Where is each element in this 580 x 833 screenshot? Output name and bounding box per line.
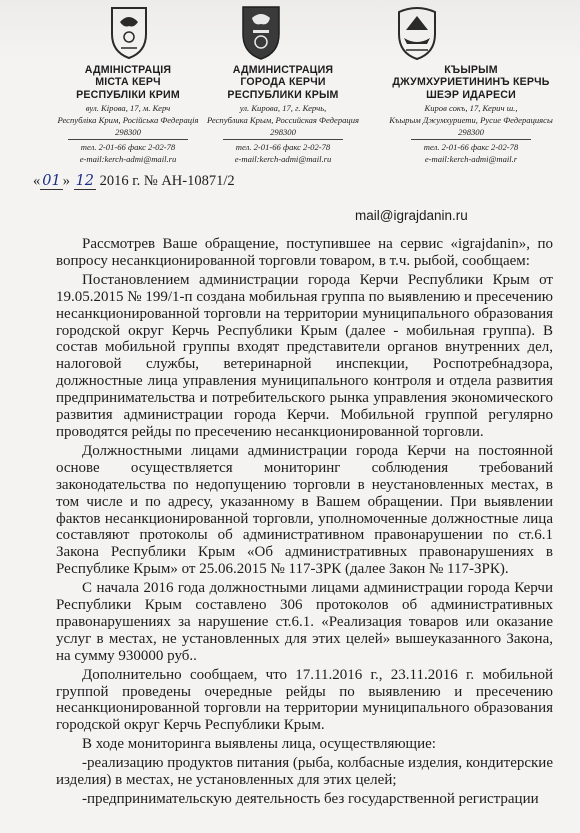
org-name-line: РЕСПУБЛИКИ КРЫМ xyxy=(227,88,339,101)
letterhead-crimean-tatar xyxy=(371,64,571,164)
org-name-line: ШЕЭР ИДАРЕСИ xyxy=(426,88,516,101)
list-item: -предпринимательскую деятельность без государственной регистрации xyxy=(82,791,539,807)
document-number: АН-10871/2 xyxy=(161,173,235,189)
quote-close: » xyxy=(62,173,70,189)
org-name-line: РЕСПУБЛІКИ КРИМ xyxy=(76,88,180,101)
handwritten-day: 01 xyxy=(42,173,61,189)
recipient-email: mail@igrajdanin.ru xyxy=(355,208,468,223)
coat-of-arms-kerch-icon xyxy=(238,4,284,60)
list-item: -реализацию продуктов питания (рыба, колбасные изделия, кондитерские изделия) в местах, не установленных для этих целей; xyxy=(56,755,553,789)
paragraph: С начала 2016 года должностными лицами администрации города Керчи Республики Крым составлено 306 протоколов об административных правонарушениях за нарушение ст.6.1. «Реализация товаров или оказание услуг в местах, не установленных для этих целей» вышеуказанного Закона, на сумму 930000 руб.. xyxy=(56,580,553,664)
divider xyxy=(223,139,343,140)
phone-fax: тел. 2-01-66 факс 2-02-78 xyxy=(423,141,519,152)
phone-fax: тел. 2-01-66 факс 2-02-78 xyxy=(235,141,331,152)
reference-line xyxy=(33,173,235,190)
email-line: e-mail:kerch-admi@mail.ru xyxy=(79,154,177,165)
divider xyxy=(68,139,188,140)
address-line: вул. Кірова, 17, м. Керч xyxy=(85,102,171,113)
phone-fax: тел. 2-01-66 факс 2-02-78 xyxy=(80,141,176,152)
org-name-line: ГОРОДА КЕРЧИ xyxy=(240,76,326,89)
postcode: 298300 xyxy=(270,127,296,138)
coat-of-arms-kerch-ships-icon xyxy=(394,4,440,60)
paragraph: Должностными лицами администрации города Керчи на постоянной основе осуществляется мониторинг соблюдения требований законодательства по недопущению торговли в неустановленных местах, в том числе и по адресу, указанному в Вашем обращении. При выявлении фактов несанкционированной торговли, уполномоченные должностные лица составляют протоколы об административном правонарушении по ст.6.1 Закона Республики Крым «Об административных правонарушениях в Республике Крым» от 25.06.2015 № 117-ЗРК (далее Закон № 117-ЗРК). xyxy=(56,442,553,578)
postcode: 298300 xyxy=(458,127,484,138)
year-label: 2016 г. № xyxy=(99,173,158,189)
org-name-line: ДЖУМХУРИЕТИНИНЪ КЕРЧЬ xyxy=(392,76,550,89)
letterhead xyxy=(0,0,580,165)
handwritten-month: 12 xyxy=(75,173,95,189)
postcode: 298300 xyxy=(115,127,141,138)
address-line: Республіка Крим, Російська Федерація xyxy=(57,115,199,126)
letter-body xyxy=(56,236,553,810)
address-line: Киров сокъ, 17, Керич ш., xyxy=(424,102,518,113)
org-name-line: АДМІНІСТРАЦІЯ xyxy=(84,64,172,76)
org-name-line: АДМИНИСТРАЦИЯ xyxy=(232,64,334,76)
email-line: e-mail:kerch-admi@mail.ru xyxy=(234,154,332,165)
address-line: Республика Крым, Российская Федерация xyxy=(206,115,360,126)
org-name-line: КЪЫРЫМ xyxy=(444,64,498,76)
paragraph: Дополнительно сообщаем, что 17.11.2016 г., 23.11.2016 г. мобильной группой проведены очередные рейды по выявлению и пресечению несанкционированной торговли на территории муниципального образования городской округ Керчь Республики Крым. xyxy=(56,666,553,734)
letterhead-russian xyxy=(193,64,373,164)
org-name-line: МІСТА КЕРЧ xyxy=(95,76,161,89)
coat-of-arms-crimea-icon xyxy=(106,4,152,60)
paragraph: В ходе мониторинга выявлены лица, осуществляющие: xyxy=(82,736,436,753)
paragraph: Рассмотрев Ваше обращение, поступившее на сервис «igrajdanin», по вопросу несанкционированной торговли товаром, в т.ч. рыбой, сообщаем: xyxy=(56,236,553,269)
quote-open: « xyxy=(33,173,41,189)
paragraph: Постановлением администрации города Керчи Республики Крым от 19.05.2015 № 199/1-п создана мобильная группа по выявлению и пресечению несанкционированной торговли на территории муниципального образования городской округ Керчь Республики Крым (далее - мобильная группа). В состав мобильной группы входят представители органов внутренних дел, налоговой службы, ветеринарной инспекции, Роспотребнадзора, должностные лица управления муниципального контроля и отдела развития предпринимательства и потребительского рынка управления экономического развития администрации города Керчи. Мобильной группой регулярно проводятся рейды по пресечению несанкционированной торговли. xyxy=(56,271,553,440)
divider xyxy=(411,139,531,140)
address-line: ул. Кирова, 17, г. Керчь, xyxy=(239,102,327,113)
address-line: Къырым Джумхуриети, Русие Федерациясы xyxy=(389,115,553,126)
email-line: e-mail:kerch-admi@mail.r xyxy=(424,154,518,165)
